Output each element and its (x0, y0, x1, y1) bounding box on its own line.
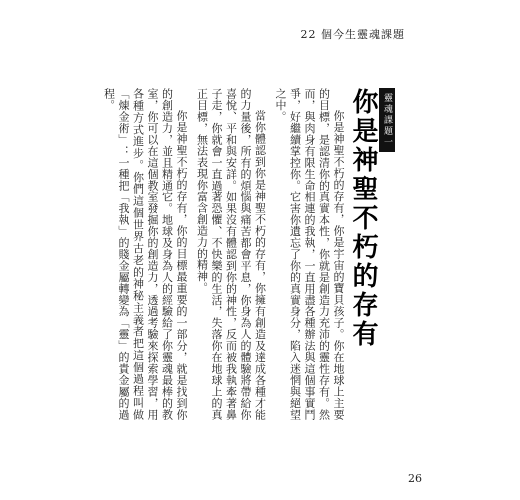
section-title: 你是神聖不朽的存有 (348, 88, 378, 349)
page-number: 26 (408, 472, 422, 485)
section-label-badge: 靈魂課題一 (379, 88, 395, 152)
paragraph: 你是神聖不朽的存有，你的目標最重要的一部分，就是找到你的創造力，並且精通它。地球及身為人的經驗給了你靈魂最棒的教室，你可以在這個教室發掘你的創造力，透過考驗來探索學習，用各種方式進步。你們這個世界古老的神秘主義者把這個過程叫做「煉金術」：一種把「我執」的賤金屬轉變為「靈」的貴金屬的過程。 (102, 88, 188, 420)
running-header: 22 個今生靈魂課題 (300, 28, 405, 41)
paragraph: 當你體認到你是神聖不朽的存有，你擁有創造及達成各種才能的力量後，所有的煩惱與痛苦都會平息，你身為人的體驗將帶給你喜悅、平和與安詳。如果沒有體認到你的神性，反而被我執牽著鼻子走，你就會一直過著恐懼、不快樂的生活，失落你在地球上的真正目標，無法表現你富含創造力的精神。 (195, 88, 267, 420)
body-text (102, 88, 345, 420)
paragraph: 你是神聖不朽的存有，你是宇宙的寶貝孩子。你在地球上主要的目標，是認清你的真實本性，你就是創造力充沛的靈性存有。然而，與肉身有限生命相連的我執，一直用盡各種辦法與這個事實鬥爭，好繼續掌控你。它害你遺忘了你的真實身分，陷入迷惘與絕望之中。 (274, 88, 345, 420)
